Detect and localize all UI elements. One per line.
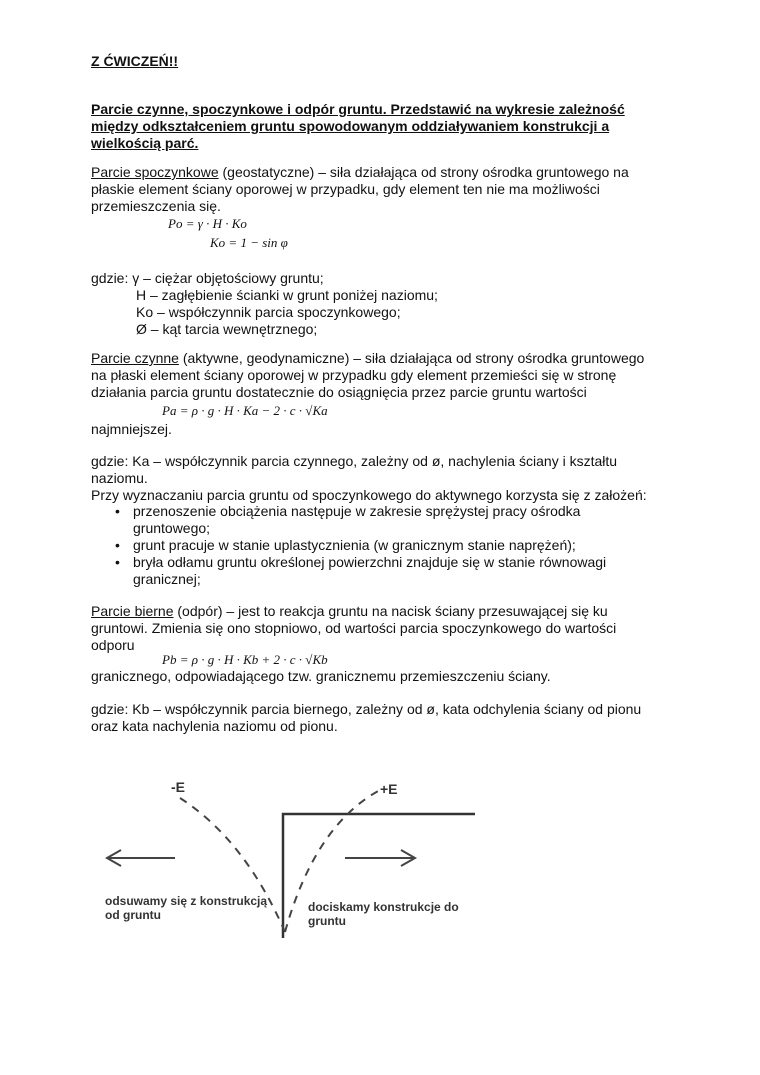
assumptions-intro: Przy wyznaczaniu parcia gruntu od spoczynkowego do aktywnego korzysta się z założeń: [91, 487, 647, 503]
label-pull-away: odsuwamy się z konstrukcją od gruntu [105, 894, 268, 922]
rest-term: Parcie spoczynkowe [91, 164, 219, 180]
rest-where-label: gdzie: γ – ciężar objętościowy gruntu; [91, 270, 324, 286]
passive-where: gdzie: Kb – współczynnik parcia biernego, zależny od ø, kata odchylenia ściany od pionu oraz kata nachylenia naziomu od pionu. [91, 701, 642, 734]
assumption-item: • bryła odłamu gruntu określonej powierzchni znajduje się w stanie równowagi granicznej; [107, 554, 607, 588]
active-where: gdzie: Ka – współczynnik parcia czynnego, zależny od ø, nachylenia ściany i kształtu naziomu. [91, 453, 618, 486]
section-title: Parcie czynne, spoczynkowe i odpór gruntu. Przedstawić na wykresie zależność między odkształceniem gruntu spowodowanym oddziaływaniem konstrukcji a wielkością parć. [91, 101, 625, 151]
formula-pb [162, 652, 328, 668]
formula-ko [210, 235, 288, 251]
rest-paragraph [91, 164, 646, 215]
passive-text: (odpór) – jest to reakcja gruntu na nacisk ściany przesuwającej się ku gruntowi. Zmienia się ono stopniowo, od wartości parcia spoczynkowego do wartości odporu [91, 603, 617, 653]
active-term: Parcie czynne [91, 350, 179, 366]
assumption-item: • przenoszenie obciążenia następuje w zakresie sprężystej pracy ośrodka gruntowego; [107, 503, 607, 537]
active-text: (aktywne, geodynamiczne) – siła działająca od strony ośrodka gruntowego na płaski element ściany oporowej w przypadku gdy element przemieści się w stronę działania parcia gruntu dostatecznie do osiągnięcia przez parcie gruntu wartości [91, 350, 645, 400]
assumption-item: • grunt pracuje w stanie uplastycznienia (w granicznym stanie naprężeń); [107, 537, 607, 554]
formula-po-text: Po = γ · H · Ko [168, 216, 247, 231]
passive-term: Parcie bierne [91, 603, 174, 619]
passive-paragraph [91, 603, 651, 654]
assumptions-list [107, 503, 607, 588]
formula-po [168, 216, 247, 232]
formula-ko-text: Ko = 1 − sin φ [210, 235, 288, 250]
active-paragraph [91, 350, 651, 401]
label-minus-e: -E [171, 779, 185, 795]
label-plus-e: +E [380, 781, 398, 797]
formula-pb-text: Pb = ρ · g · H · Kb + 2 · c · √Kb [162, 652, 328, 667]
rest-where-item: Ko – współczynnik parcia spoczynkowego; [136, 304, 401, 320]
label-push-toward: dociskamy konstrukcje do gruntu [308, 900, 459, 928]
formula-pa-text: Pa = ρ · g · H · Ka − 2 · c · √Ka [162, 403, 328, 418]
rest-where [91, 270, 671, 338]
page-header: Z ĆWICZEŃ!! [91, 53, 179, 69]
active-text-end: najmniejszej. [91, 421, 172, 437]
rest-text: (geostatyczne) – siła działająca od strony ośrodka gruntowego na płaskie element ściany oporowej w przypadku, gdy element ten nie ma możliwości przemieszczenia się. [91, 164, 629, 214]
formula-pa [162, 403, 328, 419]
rest-where-item: Ø – kąt tarcia wewnętrznego; [136, 321, 318, 337]
rest-where-item: H – zagłębienie ścianki w grunt poniżej naziomu; [136, 287, 438, 303]
passive-text-end: granicznego, odpowiadającego tzw. granicznemu przemieszczeniu ściany. [91, 668, 551, 684]
